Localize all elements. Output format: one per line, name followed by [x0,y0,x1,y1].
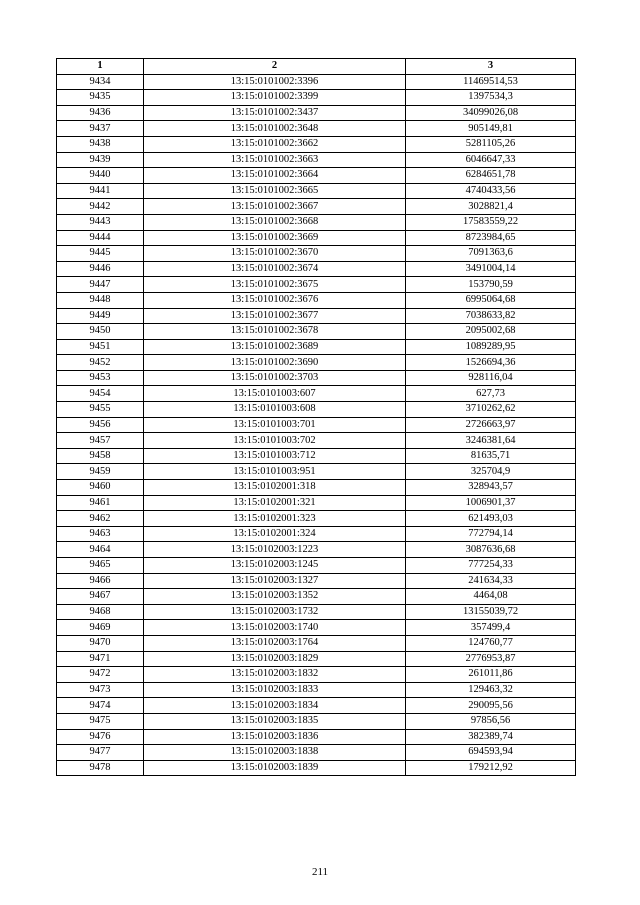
cadastral-value-cell: 772794,14 [406,526,576,542]
table-row [57,480,576,496]
table-row [57,339,576,355]
table-row [57,433,576,449]
cadastral-value-cell: 124760,77 [406,635,576,651]
row-number-cell: 9447 [57,277,144,293]
table-row [57,370,576,386]
row-number-cell: 9466 [57,573,144,589]
cadastral-number-cell: 13:15:0101002:3670 [144,246,406,262]
cadastral-number-cell: 13:15:0101002:3676 [144,292,406,308]
cadastral-value-cell: 241634,33 [406,573,576,589]
row-number-cell: 9462 [57,511,144,527]
cadastral-number-cell: 13:15:0102003:1732 [144,604,406,620]
cadastral-number-cell: 13:15:0101002:3674 [144,261,406,277]
cadastral-number-cell: 13:15:0102003:1834 [144,698,406,714]
table-row [57,698,576,714]
table-row [57,589,576,605]
row-number-cell: 9471 [57,651,144,667]
cadastral-value-cell: 905149,81 [406,121,576,137]
cadastral-number-cell: 13:15:0102003:1223 [144,542,406,558]
row-number-cell: 9440 [57,168,144,184]
cadastral-number-cell: 13:15:0102003:1838 [144,745,406,761]
table-row [57,168,576,184]
table-row [57,542,576,558]
cadastral-value-cell: 627,73 [406,386,576,402]
row-number-cell: 9444 [57,230,144,246]
table-row [57,558,576,574]
cadastral-number-cell: 13:15:0102001:324 [144,526,406,542]
table-row [57,386,576,402]
cadastral-number-cell: 13:15:0102003:1829 [144,651,406,667]
table-row [57,136,576,152]
table-row [57,620,576,636]
cadastral-number-cell: 13:15:0102003:1740 [144,620,406,636]
cadastral-value-cell: 2095002,68 [406,324,576,340]
row-number-cell: 9451 [57,339,144,355]
table-row [57,183,576,199]
cadastral-number-cell: 13:15:0101002:3399 [144,90,406,106]
cadastral-value-cell: 325704,9 [406,464,576,480]
column-header-cadastral-number: 2 [144,59,406,75]
cadastral-number-cell: 13:15:0101002:3675 [144,277,406,293]
row-number-cell: 9460 [57,480,144,496]
cadastral-value-cell: 328943,57 [406,480,576,496]
cadastral-value-cell: 3028821,4 [406,199,576,215]
cadastral-value-cell: 3246381,64 [406,433,576,449]
row-number-cell: 9469 [57,620,144,636]
cadastral-value-cell: 5281105,26 [406,136,576,152]
cadastral-value-cell: 1526694,36 [406,355,576,371]
cadastral-number-cell: 13:15:0101002:3703 [144,370,406,386]
cadastral-number-cell: 13:15:0102003:1836 [144,729,406,745]
row-number-cell: 9442 [57,199,144,215]
cadastral-value-cell: 81635,71 [406,448,576,464]
row-number-cell: 9477 [57,745,144,761]
row-number-cell: 9457 [57,433,144,449]
column-header-value: 3 [406,59,576,75]
cadastral-number-cell: 13:15:0102001:318 [144,480,406,496]
cadastral-number-cell: 13:15:0101002:3668 [144,214,406,230]
table-row [57,448,576,464]
table-row [57,667,576,683]
cadastral-number-cell: 13:15:0102003:1832 [144,667,406,683]
row-number-cell: 9468 [57,604,144,620]
cadastral-value-cell: 2776953,87 [406,651,576,667]
row-number-cell: 9458 [57,448,144,464]
cadastral-value-cell: 261011,86 [406,667,576,683]
cadastral-value-cell: 13155039,72 [406,604,576,620]
cadastral-value-cell: 382389,74 [406,729,576,745]
cadastral-value-cell: 694593,94 [406,745,576,761]
row-number-cell: 9453 [57,370,144,386]
cadastral-number-cell: 13:15:0102001:323 [144,511,406,527]
row-number-cell: 9445 [57,246,144,262]
column-header-number: 1 [57,59,144,75]
cadastral-value-cell: 1089289,95 [406,339,576,355]
table-row [57,651,576,667]
cadastral-value-cell: 8723984,65 [406,230,576,246]
table-row [57,635,576,651]
row-number-cell: 9463 [57,526,144,542]
table-row [57,277,576,293]
table-row [57,511,576,527]
cadastral-value-cell: 11469514,53 [406,74,576,90]
table-row [57,214,576,230]
cadastral-number-cell: 13:15:0101002:3690 [144,355,406,371]
cadastral-value-cell: 97856,56 [406,713,576,729]
row-number-cell: 9473 [57,682,144,698]
table-row [57,573,576,589]
table-row [57,495,576,511]
row-number-cell: 9474 [57,698,144,714]
cadastral-number-cell: 13:15:0102003:1764 [144,635,406,651]
cadastral-value-cell: 7091363,6 [406,246,576,262]
table-row [57,682,576,698]
table-row [57,230,576,246]
table-row [57,745,576,761]
row-number-cell: 9455 [57,402,144,418]
row-number-cell: 9437 [57,121,144,137]
row-number-cell: 9472 [57,667,144,683]
cadastral-value-cell: 153790,59 [406,277,576,293]
table-body [57,74,576,776]
cadastral-number-cell: 13:15:0101003:702 [144,433,406,449]
cadastral-number-cell: 13:15:0101003:607 [144,386,406,402]
table-row [57,292,576,308]
cadastral-number-cell: 13:15:0101003:701 [144,417,406,433]
cadastral-value-cell: 357499,4 [406,620,576,636]
row-number-cell: 9435 [57,90,144,106]
table-row [57,417,576,433]
cadastral-value-cell: 129463,32 [406,682,576,698]
cadastral-value-cell: 179212,92 [406,760,576,776]
table-row [57,308,576,324]
cadastral-number-cell: 13:15:0101002:3689 [144,339,406,355]
cadastral-value-cell: 3087636,68 [406,542,576,558]
cadastral-value-cell: 34099026,08 [406,105,576,121]
row-number-cell: 9459 [57,464,144,480]
row-number-cell: 9478 [57,760,144,776]
table-row [57,152,576,168]
cadastral-value-cell: 6046647,33 [406,152,576,168]
cadastral-number-cell: 13:15:0101002:3667 [144,199,406,215]
table-row [57,526,576,542]
cadastral-number-cell: 13:15:0101002:3665 [144,183,406,199]
row-number-cell: 9448 [57,292,144,308]
table-row [57,355,576,371]
cadastral-number-cell: 13:15:0102003:1835 [144,713,406,729]
table-row [57,604,576,620]
cadastral-value-cell: 6995064,68 [406,292,576,308]
row-number-cell: 9461 [57,495,144,511]
cadastral-value-cell: 3710262,62 [406,402,576,418]
table-row [57,760,576,776]
row-number-cell: 9467 [57,589,144,605]
row-number-cell: 9438 [57,136,144,152]
cadastral-value-cell: 17583559,22 [406,214,576,230]
table-row [57,713,576,729]
table-row [57,464,576,480]
cadastral-number-cell: 13:15:0102003:1327 [144,573,406,589]
row-number-cell: 9434 [57,74,144,90]
table-row [57,199,576,215]
table-row [57,74,576,90]
table-row [57,729,576,745]
cadastral-value-table [56,58,576,776]
table-row [57,402,576,418]
cadastral-number-cell: 13:15:0101002:3663 [144,152,406,168]
table-row [57,105,576,121]
cadastral-value-cell: 2726663,97 [406,417,576,433]
row-number-cell: 9439 [57,152,144,168]
cadastral-value-cell: 6284651,78 [406,168,576,184]
row-number-cell: 9454 [57,386,144,402]
cadastral-value-cell: 777254,33 [406,558,576,574]
cadastral-value-cell: 3491004,14 [406,261,576,277]
table-row [57,324,576,340]
row-number-cell: 9464 [57,542,144,558]
cadastral-number-cell: 13:15:0102003:1245 [144,558,406,574]
cadastral-number-cell: 13:15:0101002:3437 [144,105,406,121]
cadastral-number-cell: 13:15:0101002:3662 [144,136,406,152]
row-number-cell: 9450 [57,324,144,340]
cadastral-number-cell: 13:15:0101002:3677 [144,308,406,324]
cadastral-value-cell: 7038633,82 [406,308,576,324]
table-row [57,121,576,137]
cadastral-number-cell: 13:15:0102003:1833 [144,682,406,698]
cadastral-value-cell: 4740433,56 [406,183,576,199]
row-number-cell: 9465 [57,558,144,574]
row-number-cell: 9470 [57,635,144,651]
cadastral-number-cell: 13:15:0102001:321 [144,495,406,511]
row-number-cell: 9449 [57,308,144,324]
row-number-cell: 9476 [57,729,144,745]
cadastral-number-cell: 13:15:0101002:3664 [144,168,406,184]
cadastral-value-cell: 290095,56 [406,698,576,714]
cadastral-number-cell: 13:15:0101002:3396 [144,74,406,90]
cadastral-number-cell: 13:15:0101002:3648 [144,121,406,137]
cadastral-number-cell: 13:15:0101002:3669 [144,230,406,246]
table-row [57,261,576,277]
row-number-cell: 9443 [57,214,144,230]
row-number-cell: 9475 [57,713,144,729]
row-number-cell: 9441 [57,183,144,199]
document-page [56,58,575,776]
cadastral-value-cell: 4464,08 [406,589,576,605]
row-number-cell: 9452 [57,355,144,371]
table-row [57,246,576,262]
table-row [57,90,576,106]
header-row [57,59,576,75]
cadastral-number-cell: 13:15:0102003:1839 [144,760,406,776]
page-number: 211 [311,866,329,878]
cadastral-value-cell: 928116,04 [406,370,576,386]
cadastral-number-cell: 13:15:0101003:608 [144,402,406,418]
cadastral-value-cell: 1397534,3 [406,90,576,106]
row-number-cell: 9456 [57,417,144,433]
cadastral-number-cell: 13:15:0101003:951 [144,464,406,480]
row-number-cell: 9436 [57,105,144,121]
cadastral-number-cell: 13:15:0102003:1352 [144,589,406,605]
cadastral-number-cell: 13:15:0101003:712 [144,448,406,464]
table-header [57,59,576,75]
cadastral-value-cell: 621493,03 [406,511,576,527]
cadastral-value-cell: 1006901,37 [406,495,576,511]
cadastral-number-cell: 13:15:0101002:3678 [144,324,406,340]
row-number-cell: 9446 [57,261,144,277]
